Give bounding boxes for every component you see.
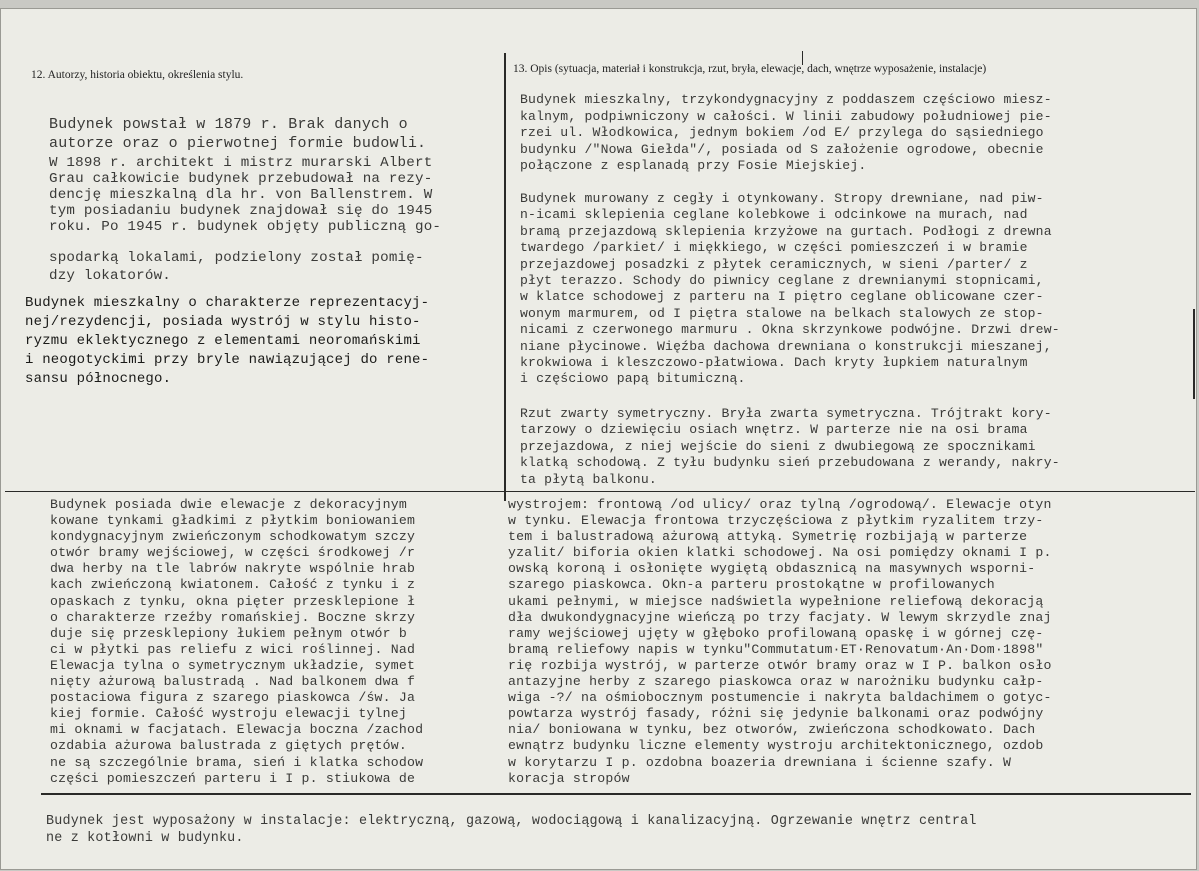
text-line: Grau całkowicie budynek przebudował na rezy- <box>49 171 433 187</box>
text-line: kondygnacyjnym zwieńczonym schodkowatym szczy <box>50 529 416 545</box>
text-line: kalnym, podpiwniczony w całości. W linii zabudowy południowej pie- <box>520 108 1052 124</box>
text-line: Budynek jest wyposażony w instalacje: elektryczną, gazową, wodociągową i kanalizacyjną. Ogrzewanie wnętrz central <box>46 814 977 829</box>
text-line: Rzut zwarty symetryczny. Bryła zwarta symetryczna. Trójtrakt kory- <box>520 406 1052 421</box>
description-paragraph-3 <box>520 406 1060 488</box>
text-line: powtarza wystrój fasady, różni się jedynie balkonami oraz podwójny <box>508 706 1044 722</box>
text-line: w klatce schodowej z parteru na I piętro ceglane oblicowane czer- <box>520 289 1044 305</box>
column-divider <box>504 53 506 501</box>
text-line: w korytarzu I p. ozdobna boazeria drewniana i ścienne szafy. W <box>508 754 1012 770</box>
text-line: n-icami sklepienia ceglane kolebkowe i odcinkowe na murach, nad <box>520 207 1028 223</box>
history-paragraph-2 <box>49 155 441 235</box>
section-rule <box>5 491 1195 492</box>
text-line: rzei ul. Włodkowica, jednym bokiem /od E/ przylega do sąsiedniego <box>520 125 1044 141</box>
text-line: roku. Po 1945 r. budynek objęty publiczną go- <box>49 219 442 235</box>
text-line: rię rozbija wystrój, w parterze otwór bramy oraz w I P. balkon osło <box>508 657 1052 673</box>
text-line: szarego piaskowca. Okn-a parteru prostokątne w profilowanych <box>508 577 995 593</box>
text-line: ne są szczególnie brama, sień i klatka schodow <box>50 754 424 770</box>
text-line: duje się przesklepiony łukiem pełnym otwór b <box>50 625 408 641</box>
text-line: tym posiadaniu budynek znajdował się do 1945 <box>49 203 433 219</box>
text-line: wystrojem: frontową /od ulicy/ oraz tylną /ogrodową/. Elewacje otyn <box>508 497 1052 512</box>
text-line: kowane tynkami gładkimi z płytkim boniowaniem <box>50 513 416 529</box>
text-line: krokwiowa i kleszczowo-płatwiowa. Dach kryty łupkiem naturalnym <box>520 355 1028 371</box>
text-line: ewnątrz budynku liczne elementy wystroju architektonicznego, ozdob <box>508 738 1044 754</box>
text-line: klatką schodową. Z tyłu budynku sień przebudowana z werandy, nakry- <box>520 455 1060 471</box>
text-line: ne z kotłowni w budynku. <box>46 831 244 846</box>
text-line: autorze oraz o pierwotnej formie budowli. <box>49 135 427 152</box>
text-line: nięty ażurową balustradą . Nad balkonem dwa f <box>50 674 416 690</box>
text-line: Budynek mieszkalny, trzykondygnacyjny z poddaszem częściowo miesz- <box>520 92 1052 107</box>
text-line: nia/ boniowana w tynku, bez otworów, zwieńczona schodkowato. Dach <box>508 722 1036 738</box>
text-line: koracja stropów <box>508 770 630 786</box>
text-line: w tynku. Elewacja frontowa trzyczęściowa z płytkim ryzalitem trzy- <box>508 513 1044 529</box>
installations-text <box>46 813 977 847</box>
history-paragraph-1 <box>49 115 426 153</box>
elevations-text-left <box>50 497 506 787</box>
text-line: niane płycinowe. Więźba dachowa drewniana o konstrukcji mieszanej, <box>520 338 1052 354</box>
text-line: i częściowo papą bitumiczną. <box>520 371 746 387</box>
text-line: płyt terazzo. Schody do piwnicy ceglane z drewnianymi stopnicami, <box>520 273 1044 289</box>
section-12-header: 12. Autorzy, historia obiektu, określenia stylu. <box>31 69 244 81</box>
section-13-header: 13. Opis (sytuacja, materiał i konstrukcja, rzut, bryła, elewacje, dach, wnętrze wyposażenie, instalacje) <box>513 63 987 75</box>
text-line: twardego /parkiet/ i miękkiego, w części pomieszczeń i w bramie <box>520 240 1028 256</box>
text-line: Elewacja tylna o symetrycznym układzie, symet <box>50 657 416 673</box>
inventory-card <box>0 8 1197 870</box>
text-line: ta płytą balkonu. <box>520 471 657 487</box>
text-line: Budynek murowany z cegły i otynkowany. Stropy drewniane, nad piw- <box>520 191 1044 206</box>
elevations-text-right <box>508 497 1196 787</box>
text-line: yzalit/ biforia okien klatki schodowej. Na osi pomiędzy oknami I p. <box>508 545 1052 561</box>
text-line: ukami pełnymi, w miejsce nadświetla wypełnione reliefową dekoracją <box>508 593 1044 609</box>
text-line: antazyjne herby z szarego piaskowca oraz w narożniku budynku całp- <box>508 674 1044 690</box>
text-line: ryzmu eklektycznego z elementami neoromańskimi <box>25 333 421 349</box>
text-line: bramą przejazdową sklepienia krzyżowe na gurtach. Podłogi z drewna <box>520 223 1052 239</box>
text-line: o charakterze rzeźby romańskiej. Boczne skrzy <box>50 609 416 625</box>
text-line: nej/rezydencji, posiada wystrój w stylu histo- <box>25 314 421 330</box>
text-line: dła dwukondygnacyjne wieńczą po trzy facjaty. W lewym skrzydle znaj <box>508 609 1052 625</box>
text-line: dzy lokatorów. <box>49 268 171 284</box>
text-line: kiej formie. Całość wystroju elewacji tylnej <box>50 706 408 722</box>
text-line: W 1898 r. architekt i mistrz murarski Albert <box>49 155 433 171</box>
text-line: owską koroną i osłonięte wygiętą obdasznicą na masywnych wsporni- <box>508 561 1036 577</box>
text-line: Budynek posiada dwie elewacje z dekoracyjnym <box>50 497 408 512</box>
style-paragraph <box>25 294 429 389</box>
text-line: nicami z czerwonego marmuru . Okna skrzynkowe podwójne. Drzwi drew- <box>520 322 1060 338</box>
description-paragraph-1 <box>520 92 1052 175</box>
text-line: ozdabia ażurowa balustrada z giętych prętów. <box>50 738 408 754</box>
section-rule <box>41 793 1191 795</box>
text-line: tarzowy o dziewięciu osiach wnętrz. W parterze nie na osi brama <box>520 422 1028 438</box>
text-line: Budynek mieszkalny o charakterze reprezentacyj- <box>25 295 430 311</box>
text-line: Budynek powstał w 1879 r. Brak danych o <box>49 116 408 133</box>
text-line: wonym marmurem, od I piętra stalowe na belkach stalowych ze stop- <box>520 305 1044 321</box>
text-line: tem i balustradową ażurową attyką. Symetrię rozbijają w parterze <box>508 529 1028 545</box>
text-line: przejazdowa, z niej wejście do sieni z dwubiegową ze spocznikami <box>520 438 1036 454</box>
text-line: mi oknami w facjatach. Elewacja boczna /zachod <box>50 722 424 738</box>
text-line: dwa herby na tle labrów nakryte wspólnie hrab <box>50 561 416 577</box>
history-paragraph-3 <box>49 249 424 285</box>
text-line: połączone z esplanadą przy Fosie Miejskiej. <box>520 158 867 174</box>
text-line: otwór bramy wejściowej, w części środkowej /r <box>50 545 416 561</box>
text-line: i neogotyckimi przy bryle nawiązującej do rene- <box>25 352 430 368</box>
text-line: spodarką lokalami, podzielony został pomię- <box>49 250 424 266</box>
text-line: dencję mieszkalną dla hr. von Ballenstrem. W <box>49 187 433 203</box>
description-paragraph-2 <box>520 191 1060 388</box>
text-line: opaskach z tynku, okna pięter przesklepione ł <box>50 593 416 609</box>
text-line: ci w płytki pas reliefu z wici roślinnej. Nad <box>50 641 416 657</box>
text-line: ramy wejściowej ujęty w głęboko profilowaną opaskę i w górnej czę- <box>508 625 1044 641</box>
text-line: budynku /"Nowa Giełda"/, posiada od S założenie ogrodowe, obecnie <box>520 141 1044 157</box>
text-line: sansu północnego. <box>25 371 172 387</box>
text-line: postaciowa figura z szarego piaskowca /św. Ja <box>50 690 416 706</box>
text-line: bramą reliefowy napis w tynku"Commutatum·ET·Renovatum·An·Dom·1898" <box>508 641 1044 657</box>
text-line: kach zwieńczoną kwiatonem. Całość z tynku i z <box>50 577 416 593</box>
text-line: przejazdowej posadzki z płytek ceramicznych, w sieni /parter/ z <box>520 256 1028 272</box>
text-line: części pomieszczeń parteru i I p. stiukowa de <box>50 770 416 786</box>
vertical-tick <box>1193 309 1195 399</box>
text-line: wiga -?/ na ośmiobocznym postumencie i nakryta baldachimem o gotyc- <box>508 690 1052 706</box>
